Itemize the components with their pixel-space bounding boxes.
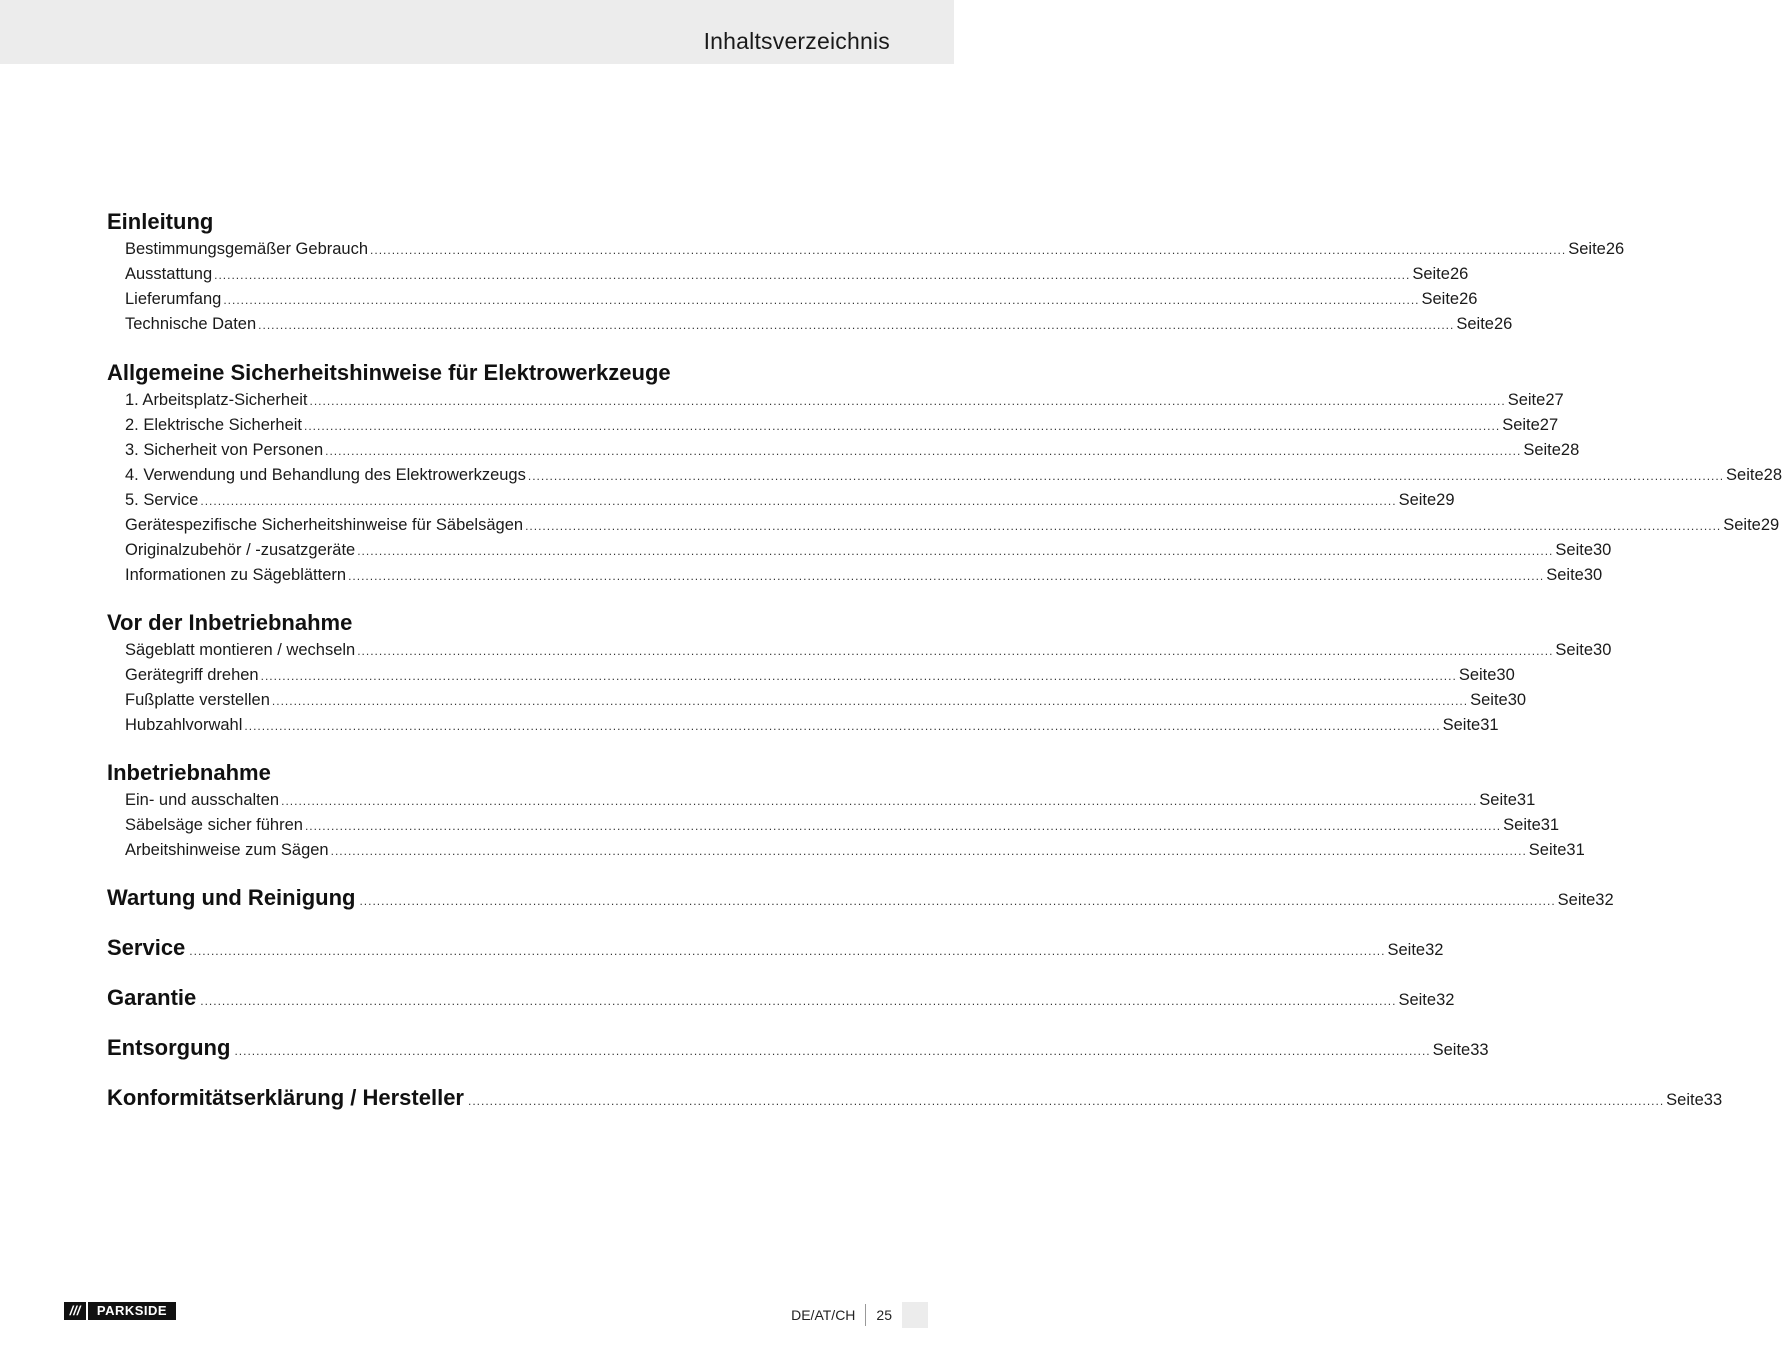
page-word: Seite xyxy=(1523,441,1561,459)
page-word: Seite xyxy=(1398,491,1437,509)
page-word: Seite xyxy=(1568,240,1606,258)
page-word: Seite xyxy=(1421,290,1460,308)
page-number: 29 xyxy=(1436,491,1455,509)
page-number: 33 xyxy=(1703,1091,1723,1109)
page-number: 29 xyxy=(1760,516,1780,534)
logo-slashes: /// xyxy=(64,1302,86,1320)
toc-entry-label: 2. Elektrische Sicherheit xyxy=(125,416,302,434)
toc-entry[interactable] xyxy=(125,441,1580,461)
toc-top-entry-label: Garantie xyxy=(107,985,197,1010)
toc-top-entry[interactable] xyxy=(107,935,1444,961)
toc-top-entry[interactable] xyxy=(107,885,1614,911)
page-number: 33 xyxy=(1470,1041,1489,1059)
page-number: 32 xyxy=(1595,891,1614,909)
leader-dots: .................................................................................................................................................................................................................................................................................... xyxy=(304,819,1502,833)
leader-dots: .................................................................................................................................................................................................................................................................................... xyxy=(189,944,1386,958)
footer-box xyxy=(902,1302,928,1328)
leader-dots: .................................................................................................................................................................................................................................................................................... xyxy=(260,669,1457,683)
section-title: Allgemeine Sicherheitshinweise für Elektrowerkzeuge xyxy=(107,360,671,385)
toc-entry[interactable] xyxy=(125,466,1782,486)
toc-entry-label: Ausstattung xyxy=(125,265,213,283)
leader-dots: .................................................................................................................................................................................................................................................................................... xyxy=(357,544,1554,558)
toc-entry[interactable] xyxy=(125,666,1515,686)
page-number: 30 xyxy=(1583,566,1603,584)
page-word: Seite xyxy=(1528,841,1567,859)
page-number: 32 xyxy=(1425,941,1444,959)
page-title: Inhaltsverzeichnis xyxy=(703,28,890,54)
page-word: Seite xyxy=(1398,991,1437,1009)
page-number: 30 xyxy=(1496,666,1515,684)
logo-text: PARKSIDE xyxy=(88,1302,176,1320)
toc-entry-label: Arbeitshinweise zum Sägen xyxy=(125,841,329,859)
toc-entry[interactable] xyxy=(125,491,1455,511)
toc-entry-label: Fußplatte verstellen xyxy=(125,691,270,709)
country-codes: DE/AT/CH xyxy=(791,1307,856,1323)
leader-dots: .................................................................................................................................................................................................................................................................................... xyxy=(357,644,1554,658)
page-number: 27 xyxy=(1539,416,1559,434)
toc-entry-label: Lieferumfang xyxy=(125,290,222,308)
toc-top-entry[interactable] xyxy=(107,985,1455,1011)
page-number: 26 xyxy=(1605,240,1625,258)
toc-entry-label: Ein- und ausschalten xyxy=(125,791,280,809)
parkside-logo xyxy=(64,1302,176,1320)
toc-entry-label: 3. Sicherheit von Personen xyxy=(125,441,324,459)
leader-dots: .................................................................................................................................................................................................................................................................................... xyxy=(271,694,1469,708)
page-word: Seite xyxy=(1387,941,1426,959)
leader-dots: .................................................................................................................................................................................................................................................................................... xyxy=(309,394,1506,408)
leader-dots: .................................................................................................................................................................................................................................................................................... xyxy=(244,719,1441,733)
toc-entry[interactable] xyxy=(125,240,1625,260)
page-word: Seite xyxy=(1432,1041,1471,1059)
section-title: Inbetriebnahme xyxy=(107,760,271,785)
toc-entry-label: Bestimmungsgemäßer Gebrauch xyxy=(125,240,369,258)
section-title: Vor der Inbetriebnahme xyxy=(107,610,353,635)
page-number: 28 xyxy=(1763,466,1782,484)
toc-top-entry-label: Entsorgung xyxy=(107,1035,231,1060)
leader-dots: .................................................................................................................................................................................................................................................................................... xyxy=(214,268,1411,282)
toc-entry[interactable] xyxy=(125,641,1612,661)
toc-entry-label: Technische Daten xyxy=(125,315,257,333)
toc-entry[interactable] xyxy=(125,566,1603,586)
leader-dots: .................................................................................................................................................................................................................................................................................... xyxy=(200,994,1397,1008)
toc-entry[interactable] xyxy=(125,391,1564,411)
page-number: 27 xyxy=(1545,391,1564,409)
leader-dots: .................................................................................................................................................................................................................................................................................... xyxy=(281,794,1478,808)
leader-dots: .................................................................................................................................................................................................................................................................................... xyxy=(525,519,1722,533)
page-word: Seite xyxy=(1442,716,1481,734)
toc-top-entry-label: Service xyxy=(107,935,186,960)
toc-entry-label: 4. Verwendung und Behandlung des Elektrowerkzeugs xyxy=(125,466,526,484)
page-word: Seite xyxy=(1666,1091,1704,1109)
toc-entry[interactable] xyxy=(125,541,1612,561)
toc-entry-label: Gerätegriff drehen xyxy=(125,666,259,684)
section-title: Einleitung xyxy=(107,209,214,234)
page-word: Seite xyxy=(1555,541,1593,559)
page-number: 26 xyxy=(1493,315,1513,333)
toc-top-entry[interactable] xyxy=(107,1085,1723,1111)
toc-entry-label: 1. Arbeitsplatz-Sicherheit xyxy=(125,391,308,409)
leader-dots: .................................................................................................................................................................................................................................................................................... xyxy=(304,419,1501,433)
footer-info xyxy=(791,1302,928,1328)
toc-entry-label: Hubzahlvorwahl xyxy=(125,716,243,734)
page-number: 31 xyxy=(1566,841,1585,859)
page-word: Seite xyxy=(1479,791,1517,809)
toc-entry[interactable] xyxy=(125,691,1527,711)
toc-entry[interactable] xyxy=(125,315,1513,335)
leader-dots: .................................................................................................................................................................................................................................................................................... xyxy=(258,318,1455,332)
page-word: Seite xyxy=(1456,315,1494,333)
page-number: 31 xyxy=(1516,791,1536,809)
leader-dots: .................................................................................................................................................................................................................................................................................... xyxy=(359,894,1556,908)
page-word: Seite xyxy=(1458,666,1497,684)
leader-dots: .................................................................................................................................................................................................................................................................................... xyxy=(325,444,1522,458)
page-word: Seite xyxy=(1412,265,1450,283)
page-word: Seite xyxy=(1507,391,1546,409)
leader-dots: .................................................................................................................................................................................................................................................................................... xyxy=(234,1044,1431,1058)
leader-dots: .................................................................................................................................................................................................................................................................................... xyxy=(527,469,1725,483)
toc-entry-label: Informationen zu Sägeblättern xyxy=(125,566,347,584)
toc-entry-label: 5. Service xyxy=(125,491,199,509)
page-number: 31 xyxy=(1540,816,1560,834)
leader-dots: .................................................................................................................................................................................................................................................................................... xyxy=(467,1094,1665,1108)
page-word: Seite xyxy=(1726,466,1764,484)
page-number: 30 xyxy=(1507,691,1527,709)
toc-entry[interactable] xyxy=(125,791,1536,811)
page-number: 30 xyxy=(1593,541,1612,559)
toc-entry[interactable] xyxy=(125,841,1585,861)
page-number: 26 xyxy=(1459,290,1478,308)
toc-top-entry[interactable] xyxy=(107,1035,1489,1061)
page-word: Seite xyxy=(1470,691,1508,709)
leader-dots: .................................................................................................................................................................................................................................................................................... xyxy=(370,243,1567,257)
toc-entry-label: Originalzubehör / -zusatzgeräte xyxy=(125,541,356,559)
page-number: 31 xyxy=(1480,716,1499,734)
page-number: 32 xyxy=(1436,991,1455,1009)
toc-entry[interactable] xyxy=(125,265,1469,285)
leader-dots: .................................................................................................................................................................................................................................................................................... xyxy=(330,844,1527,858)
toc-entry[interactable] xyxy=(125,290,1478,310)
toc-entry-label: Gerätespezifische Sicherheitshinweise für Säbelsägen xyxy=(125,516,524,534)
toc-top-entry-label: Wartung und Reinigung xyxy=(107,885,356,910)
toc-top-entry-label: Konformitätserklärung / Hersteller xyxy=(107,1085,464,1110)
page-number: 28 xyxy=(1560,441,1580,459)
leader-dots: .................................................................................................................................................................................................................................................................................... xyxy=(223,293,1420,307)
page-word: Seite xyxy=(1546,566,1584,584)
toc-entry-label: Sägeblatt montieren / wechseln xyxy=(125,641,356,659)
page-number-footer: 25 xyxy=(876,1307,892,1323)
page-word: Seite xyxy=(1557,891,1596,909)
leader-dots: .................................................................................................................................................................................................................................................................................... xyxy=(348,569,1545,583)
toc-entry[interactable] xyxy=(125,516,1780,536)
toc-entry-label: Säbelsäge sicher führen xyxy=(125,816,303,834)
page-word: Seite xyxy=(1723,516,1761,534)
page-word: Seite xyxy=(1503,816,1541,834)
page-word: Seite xyxy=(1502,416,1540,434)
page-number: 26 xyxy=(1449,265,1469,283)
page-word: Seite xyxy=(1555,641,1594,659)
header-bar xyxy=(0,0,954,64)
leader-dots: .................................................................................................................................................................................................................................................................................... xyxy=(200,494,1397,508)
toc-entry[interactable] xyxy=(125,816,1560,836)
toc-entry[interactable] xyxy=(125,716,1499,736)
toc-entry[interactable] xyxy=(125,416,1559,436)
page-number: 30 xyxy=(1593,641,1612,659)
